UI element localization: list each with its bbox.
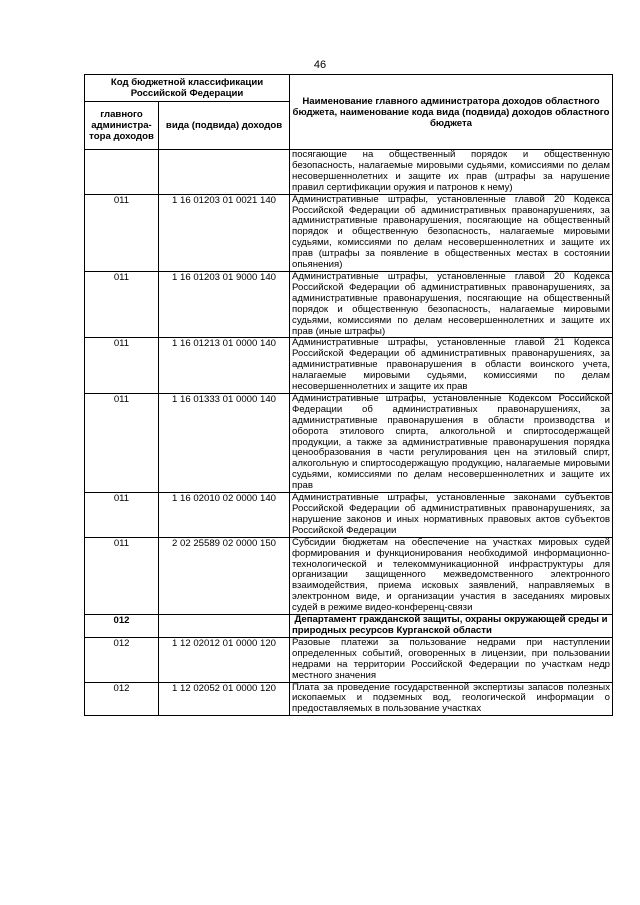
revenue-name-cell: посягающие на общественный порядок и общественную безопасность, налагаемые мировыми судьями, комиссиями по делам несовершеннолетних и защите их прав (штрафы за нарушение правил сертификации оружия и патронов к нему) — [290, 150, 613, 195]
table-row — [85, 493, 613, 538]
table-row — [85, 393, 613, 492]
name-column-header: Наименование главного администратора доходов областного бюджета, наименование кода вида (подвида) доходов областного бюджета — [290, 75, 613, 150]
revenue-code-cell: 1 16 02010 02 0000 140 — [159, 493, 290, 538]
revenue-classification-table — [84, 74, 613, 716]
revenue-name-cell: Административные штрафы, установленные главой 20 Кодекса Российской Федерации об административных правонарушениях, за административные правонарушения, посягающие на общественный порядок и общественную безопасность, налагаемые мировыми судьями, комиссиями по делам несовершеннолетних и защите их прав (штрафы за появление в общественных местах в состоянии опьянения) — [290, 194, 613, 271]
admin-code-cell: 012 — [85, 682, 159, 716]
revenue-code-cell: 1 16 01203 01 9000 140 — [159, 271, 290, 337]
table-row — [85, 194, 613, 271]
table-row — [85, 682, 613, 716]
revenue-code-cell: 2 02 25589 02 0000 150 — [159, 537, 290, 614]
revenue-name-cell: Разовые платежи за пользование недрами при наступлении определенных событий, оговоренных в лицензии, при пользовании недрами на территории Российской Федерации по участкам недр местного значения — [290, 637, 613, 682]
table-row — [85, 537, 613, 614]
admin-code-cell: 011 — [85, 493, 159, 538]
admin-code-cell — [85, 150, 159, 195]
department-row — [85, 615, 613, 638]
admin-code-cell: 012 — [85, 637, 159, 682]
department-name-cell: Департамент гражданской защиты, охраны окружающей среды и природных ресурсов Курганской области — [290, 615, 613, 638]
admin-code-cell: 012 — [85, 615, 159, 638]
revenue-code-cell — [159, 615, 290, 638]
page-number: 46 — [313, 59, 327, 71]
revenue-name-cell: Административные штрафы, установленные главой 20 Кодекса Российской Федерации об административных правонарушениях, за административные правонарушения, посягающие на общественный порядок и общественную безопасность, налагаемые мировыми судьями, комиссиями по делам несовершеннолетних и защите их прав (иные штрафы) — [290, 271, 613, 337]
admin-code-cell: 011 — [85, 194, 159, 271]
revenue-name-cell: Административные штрафы, установленные главой 21 Кодекса Российской Федерации об административных правонарушениях, за административные правонарушения в области воинского учета, налагаемые мировыми судьями, комиссиями по делам несовершеннолетних и защите их прав — [290, 338, 613, 394]
admin-column-header: главного администра-тора доходов — [85, 102, 159, 150]
revenue-name-cell: Административные штрафы, установленные Кодексом Российской Федерации об административных правонарушениях, за административные правонарушения в области производства и оборота этилового спирта, алкогольной и спиртосодержащей продукции, а также за административные правонарушения порядка ценообразования в части регулирования цен на этиловый спирт, алкогольную и спиртосодержащую продукцию, налагаемые мировыми судьями, комиссиями по делам несовершеннолетних и защите их прав — [290, 393, 613, 492]
kind-column-header: вида (подвида) доходов — [159, 102, 290, 150]
table-header — [85, 75, 613, 150]
revenue-name-cell: Плата за проведение государственной экспертизы запасов полезных ископаемых и подземных вод, геологической информации о предоставляемых в пользование участках — [290, 682, 613, 716]
kbk-group-header: Код бюджетной классификации Российской Федерации — [85, 75, 290, 102]
table-row — [85, 150, 613, 195]
table-row — [85, 637, 613, 682]
admin-code-cell: 011 — [85, 338, 159, 394]
revenue-name-cell: Административные штрафы, установленные законами субъектов Российской Федерации об административных правонарушениях, за нарушение законов и иных нормативных правовых актов субъектов Российской Федерации — [290, 493, 613, 538]
table-row — [85, 338, 613, 394]
revenue-code-cell: 1 16 01333 01 0000 140 — [159, 393, 290, 492]
table-row — [85, 271, 613, 337]
revenue-code-cell: 1 12 02012 01 0000 120 — [159, 637, 290, 682]
admin-code-cell: 011 — [85, 393, 159, 492]
revenue-code-cell: 1 12 02052 01 0000 120 — [159, 682, 290, 716]
revenue-code-cell: 1 16 01203 01 0021 140 — [159, 194, 290, 271]
admin-code-cell: 011 — [85, 537, 159, 614]
revenue-code-cell: 1 16 01213 01 0000 140 — [159, 338, 290, 394]
revenue-name-cell: Субсидии бюджетам на обеспечение на участках мировых судей формирования и функционирования необходимой информационно-технологической и телекоммуникационной инфраструктуры для организации защищенного межведомственного электронного взаимодействия, приема исковых заявлений, направляемых в электронном виде, и организации участия в заседаниях мировых судей в режиме видео-конференц-связи — [290, 537, 613, 614]
admin-code-cell: 011 — [85, 271, 159, 337]
revenue-code-cell — [159, 150, 290, 195]
